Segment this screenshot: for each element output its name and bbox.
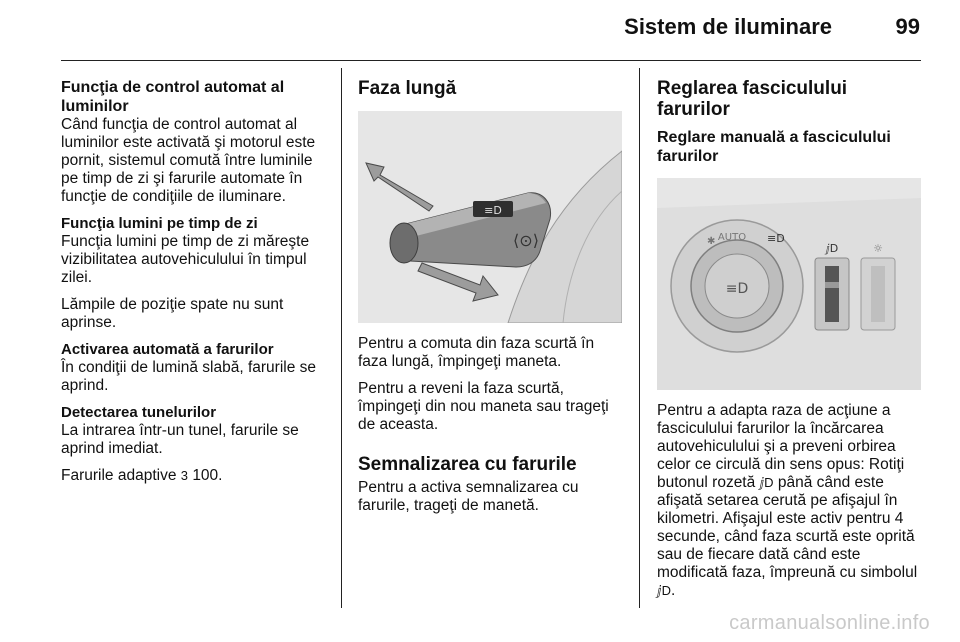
paragraph: Când funcţia de control automat al luminilor este activată şi motorul este pornit, sistemul comută între luminile pe timp de zi şi farurile automate în funcţie de condiţiile de iluminare. <box>61 116 316 205</box>
page-reference-icon: 3 <box>180 468 188 483</box>
heading-headlight-flash: Semnalizarea cu farurile <box>358 454 577 475</box>
svg-text:☼: ☼ <box>873 242 883 255</box>
svg-text:≡D: ≡D <box>767 232 785 245</box>
high-beam-lever-illustration <box>358 111 622 323</box>
headlight-range-icon: ⅉD <box>657 583 671 598</box>
subheading-daytime-lights: Funcţia lumini pe timp de zi <box>61 215 258 232</box>
watermark: carmanualsonline.info <box>729 612 930 634</box>
subheading-tunnel-detection: Detectarea tunelurilor <box>61 404 217 421</box>
svg-text:ⅉD: ⅉD <box>825 242 839 255</box>
page-number: 99 <box>895 14 920 39</box>
range-text-part-3: . <box>670 582 676 599</box>
paragraph: În condiţii de lumină slabă, farurile se aprind. <box>61 359 317 394</box>
column-divider <box>639 68 640 608</box>
paragraph: La intrarea într-un tunel, farurile se aprind imediat. <box>61 422 299 457</box>
headlight-range-icon: ⅉD <box>759 475 774 490</box>
column-headlight-range <box>657 78 923 600</box>
cross-reference-page[interactable]: 100. <box>192 467 223 484</box>
heading-auto-light-control: Funcţia de control automat al luminilor <box>61 79 285 115</box>
paragraph-cross-reference <box>61 467 327 485</box>
column-divider <box>341 68 342 608</box>
subheading-manual-range: Reglare manuală a fasciculului farurilor <box>657 129 891 165</box>
svg-text:AUTO: AUTO <box>717 232 747 243</box>
paragraph: Lămpile de poziţie spate nu sunt aprinse. <box>61 296 284 331</box>
subheading-auto-headlights: Activarea automată a farurilor <box>61 341 274 358</box>
heading-high-beam: Faza lungă <box>358 78 457 99</box>
header-divider <box>61 60 921 61</box>
column-high-beam <box>358 78 624 515</box>
cross-reference-text: Farurile adaptive <box>61 467 177 484</box>
paragraph-range-instructions <box>657 402 923 600</box>
lever-illustration-svg <box>358 111 622 323</box>
headlight-range-control-illustration <box>657 178 921 390</box>
svg-text:✱: ✱ <box>707 236 716 247</box>
paragraph: Pentru a reveni la faza scurtă, împingeţi din nou maneta sau trageţi de aceasta. <box>358 380 609 433</box>
column-automatic-lights <box>61 78 327 485</box>
section-title: Sistem de iluminare <box>624 14 832 39</box>
range-text-part-1: Pentru a adapta raza de acţiune a fasciculului farurilor la încărcarea autovehiculului şi a preveni orbirea celor ce circulă din sens opus: Rotiţi butonul rozetă <box>657 402 905 491</box>
paragraph: Pentru a activa semnalizarea cu farurile, trageţi de manetă. <box>358 479 579 514</box>
range-text-part-2: până când este afişată setarea cerută pe afişajul în kilometri. Afişajul este activ pentru 4 secunde, când faza scurtă este oprită sau de fiecare dată când este modificată faza, împreună cu simbolul <box>657 474 918 581</box>
svg-text:≡D: ≡D <box>725 281 749 297</box>
heading-headlight-range: Reglarea fasciculului farurilor <box>657 78 848 120</box>
svg-text:⟨⊙⟩: ⟨⊙⟩ <box>513 231 539 250</box>
range-control-svg <box>657 178 921 390</box>
paragraph: Funcţia lumini pe timp de zi măreşte vizibilitatea autovehiculului în timpul zilei. <box>61 233 310 286</box>
paragraph: Pentru a comuta din faza scurtă în faza lungă, împingeţi maneta. <box>358 335 595 370</box>
svg-text:≡D: ≡D <box>484 204 502 217</box>
